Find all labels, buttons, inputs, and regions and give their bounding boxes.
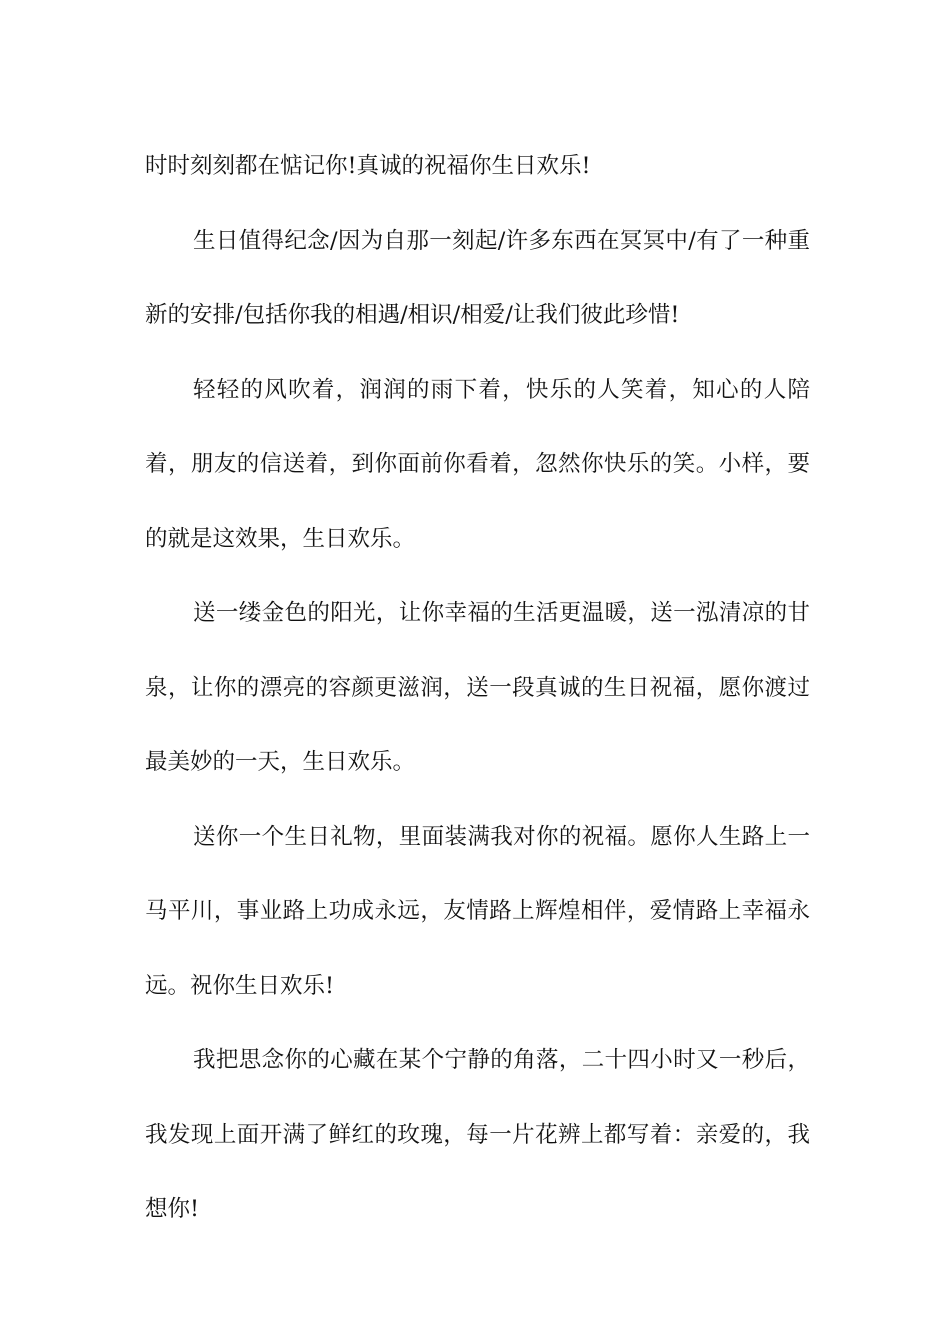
paragraph: 轻轻的风吹着，润润的雨下着，快乐的人笑着，知心的人陪着，朋友的信送着，到你面前你看着，忽然你快乐的笑。小样，要的就是这效果，生日欢乐。 bbox=[145, 376, 810, 552]
paragraph: 我把思念你的心藏在某个宁静的角落，二十四小时又一秒后，我发现上面开满了鲜红的玫瑰，每一片花辨上都写着：亲爱的，我想你! bbox=[145, 1047, 810, 1222]
paragraph: 送你一个生日礼物，里面装满我对你的祝福。愿你人生路上一马平川，事业路上功成永远，友情路上辉煌相伴，爱情路上幸福永远。祝你生日欢乐! bbox=[145, 823, 810, 999]
document-body bbox=[145, 129, 810, 1247]
paragraph: 生日值得纪念/因为自那一刻起/许多东西在冥冥中/有了一种重新的安排/包括你我的相遇/相识/相爱/让我们彼此珍惜! bbox=[145, 227, 810, 328]
paragraph: 送一缕金色的阳光，让你幸福的生活更温暖，送一泓清凉的甘泉，让你的漂亮的容颜更滋润，送一段真诚的生日祝福，愿你渡过最美妙的一天，生日欢乐。 bbox=[145, 600, 810, 775]
paragraph-continuation: 时时刻刻都在惦记你!真诚的祝福你生日欢乐! bbox=[145, 153, 591, 179]
